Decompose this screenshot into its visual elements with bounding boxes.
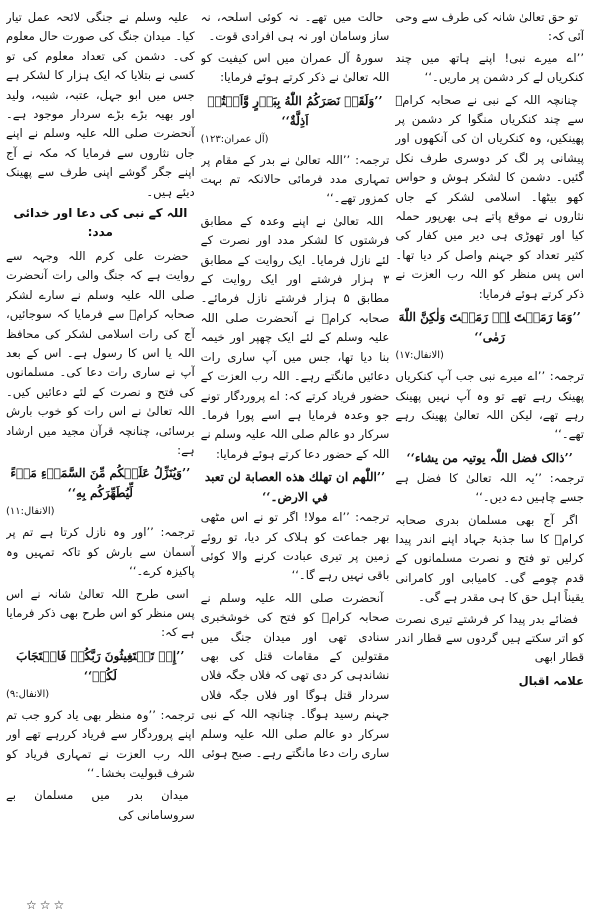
column-right bbox=[6, 8, 195, 914]
paragraph: اللہ تعالیٰ نے اپنے وعدہ کے مطابق فرشتوں کا لشکر مدد اور نصرت کے لئے نازل فرمایا۔ ایک روایت کے مطابق ۳ ہزار فرشتے اور ایک روایت کے مطابق ۵ ہزار فرشتے نازل فرمائے۔ صحابہ کرامؓ نے آنحضرت صلی اللہ علیہ وسلم کے لئے ایک چھپر اور خیمہ بنا دیا تھا، جس میں آپ ساری رات دعائیں مانگتے رہے۔ اللہ رب العزت کے حضور فریاد کرتے کہ: اے پروردگار تونے جو وعدہ فرمایا ہے اسے پورا فرما۔ سرکار دو عالم صلی اللہ علیہ وسلم نے اللہ کے حضور دعا کرتے ہوئے فرمایا: bbox=[200, 213, 390, 461]
verse-reference: (الانفال:۱۱) bbox=[6, 506, 55, 518]
paragraph: حضرت علی کرم اللہ وجہہ سے روایت ہے کہ جنگ والی رات آنحضرت صلی اللہ علیہ وسلم نے سارے لشکر صحابہ کرامؓ سے فرمایا کہ سوجائیں، آج کی رات اسلامی لشکر کی محافظ اللہ یا اس کا رسول ہے۔ اس کے بعد آپ نے ساری رات دعا کی۔ مسلمانوں کی فتح و نصرت کے لئے دعائیں کیں۔ اللہ تعالیٰ نے اس رات کو خوب بارش برسائی، چنانچہ قرآن مجید میں ارشاد ہے: bbox=[6, 248, 195, 457]
paragraph: میدان بدر میں مسلمان بے سروسامانی کی bbox=[6, 788, 195, 822]
column-middle bbox=[201, 8, 390, 914]
paragraph: آنحضرت صلی اللہ علیہ وسلم نے صحابہ کرامؓ کو فتح کی خوشخبری سنادی تھی اور میدان جنگ میں مقتولین کے مقامات قتل کی بھی نشاندہی کر دی تھی کہ فلاں جگہ فلاں سردار قتل ہوگا اور فلاں جگہ فلاں جہنم رسید ہوگا۔ چنانچہ اللہ کے نبی سرکار دو عالم صلی اللہ علیہ وسلم ساری رات دعا مانگتے رہے۔ صبح ہوئی bbox=[200, 590, 390, 760]
poem-attribution: علامہ اقبال bbox=[518, 673, 585, 688]
translation: ترجمہ: ’’اے میرے نبی جب آپ کنکریاں پھینک رہے تھے تو وہ آپ نہیں پھینک رہے تھے، لیکن اللہ تعالیٰ پھینک رہے تھے۔‘‘ bbox=[395, 369, 585, 442]
translation: ترجمہ: ’’اللہ تعالیٰ نے بدر کے مقام پر تمہاری مدد فرمائی حالانکہ تم بہت کمزور تھے۔‘‘ bbox=[200, 152, 390, 206]
quran-verse: ’’اللّٰهم ان تهلك هذه العصابة لن تعبد في الارض۔‘‘ bbox=[204, 470, 386, 505]
paragraph: تو حق تعالیٰ شانہ کی طرف سے وحی آئی کہ: bbox=[395, 10, 585, 44]
translation: ترجمہ: ’’وہ منظر بھی یاد کرو جب تم اپنے پروردگار سے فریاد کررہے تھے اور اللہ رب العزت نے تمہاری فریاد کو شرف قبولیت بخشا۔‘‘ bbox=[6, 707, 195, 780]
translation: ’’اے میرے نبی! اپنے ہاتھ میں چند کنکریاں لے کر دشمن پر ماریں۔‘‘ bbox=[395, 50, 585, 85]
translation: ترجمہ: ’’یہ اللہ تعالیٰ کا فضل ہے جسے چاہیں دے دیں۔‘‘ bbox=[395, 470, 585, 505]
verse-reference: (الانفال:۹) bbox=[6, 688, 50, 700]
column-left bbox=[395, 8, 584, 914]
translation: ترجمہ: ’’اور وہ نازل کرتا ہے تم پر آسمان سے بارش کو تاکہ تمہیں وہ پاکیزہ کرے۔‘‘ bbox=[6, 525, 195, 579]
paragraph: اگر آج بھی مسلمان بدری صحابہ کرامؓ کا سا جذبۂ جہاد اپنے اندر پیدا کرلیں تو فتح و نصرت مسلمانوں کے قدم چومے گی۔ کامیابی اور کامرانی یقیناً اہل حق کا ہی مقدر ہے گی۔ bbox=[395, 512, 585, 605]
section-heading: اللہ کے نبی کی دعا اور خدائی مدد: bbox=[13, 206, 188, 240]
quran-verse: ’’وَلَقَدۡ نَصَرَكُمُ اللّٰهُ بِبَدۡرٍ وَّاَنۡتُمۡ اَذِلَّةٌ‘‘ bbox=[207, 93, 383, 128]
paragraph: علیہ وسلم نے جنگی لائحہ عمل تیار کیا۔ میدان جنگ کی صورت حال معلوم کی۔ دشمن کی تعداد معلوم کی تو کسی نے بتلایا کہ ایک ہزار کا لشکر ہے جس میں ابو جہل، عتبہ، شیبہ، ولید اور بھیہ بڑے بڑے سردار موجود ہے۔ آنحضرت صلی اللہ علیہ وسلم نے اپنے جاں نثاروں سے فرمایا کہ مکہ نے آج اپنے جگر گوشے اپنی طرف سے پھینک دیئے ہیں۔ bbox=[6, 10, 195, 199]
end-stars: ☆☆☆ bbox=[26, 898, 68, 912]
paragraph: اسی طرح اللہ تعالیٰ شانہ نے اس پس منظر کو اس طرح بھی ذکر فرمایا ہے کہ: bbox=[6, 586, 195, 640]
verse-reference: (آل عمران:۱۲۳) bbox=[200, 133, 269, 145]
quran-verse: ’’وَيُنَزِّلُ عَلَيۡكُم مِّنَ السَّمَاۤءِ مَاۤءً لِّيُطَهِّرَكُم بِهِ‘‘ bbox=[10, 466, 191, 501]
paragraph: سورۂ آل عمران میں اس کیفیت کو اللہ تعالیٰ نے ذکر کرتے ہوئے فرمایا: bbox=[200, 50, 390, 85]
paragraph: حالت میں تھے۔ نہ کوئی اسلحہ، نہ ساز وسامان اور نہ ہی افرادی قوت۔ bbox=[200, 10, 390, 44]
quran-verse: ’’وَمَا رَمَيۡتَ اِذۡ رَمَيۡتَ وَلٰكِنَّ اللّٰهَ رَمٰى‘‘ bbox=[398, 310, 581, 345]
quran-verse: ’’إِذۡ تَسۡتَغِيثُونَ رَبَّكُمۡ فَاسۡتَجَابَ لَكُمۡ‘‘ bbox=[16, 648, 185, 683]
translation: ترجمہ: ’’اے مولا! اگر تو نے اس مٹھی بھر جماعت کو ہلاک کر دیا، تو روئے زمین پر تیری عبادت کرنے والا کوئی باقی نہیں رہے گا۔‘‘ bbox=[200, 510, 390, 583]
verse-reference: (الانفال:۱۷) bbox=[395, 350, 444, 362]
paragraph: چنانچہ اللہ کے نبی نے صحابہ کرامؓ سے چند کنکریاں منگوا کر دشمن پر پھینکیں، وہ کنکریاں ان کی آنکھوں اور پیشانی پر لگ کر دوسری طرف نکل گئیں۔ دشمن کا لشکر ہوش و حواس کھو بیٹھا۔ اسلامی لشکر کے جاں نثاروں نے موقع پاتے ہی بھرپور حملہ کیا اور تھوڑی ہی دیر میں کفار کی کثیر تعداد کو جہنم واصل کر دیا تھا۔ اس پس منظر کو اللہ رب العزت نے ذکر کرتے ہوئے فرمایا: bbox=[395, 92, 585, 301]
quran-verse: ’’ذالک فضل اللّٰہ یوتیہ من یشاء‘‘ bbox=[406, 450, 573, 465]
paragraph: فضائے بدر پیدا کر فرشتے تیری نصرت کو اتر سکتے ہیں گردوں سے قطار اندر قطار ابھی bbox=[395, 611, 585, 665]
